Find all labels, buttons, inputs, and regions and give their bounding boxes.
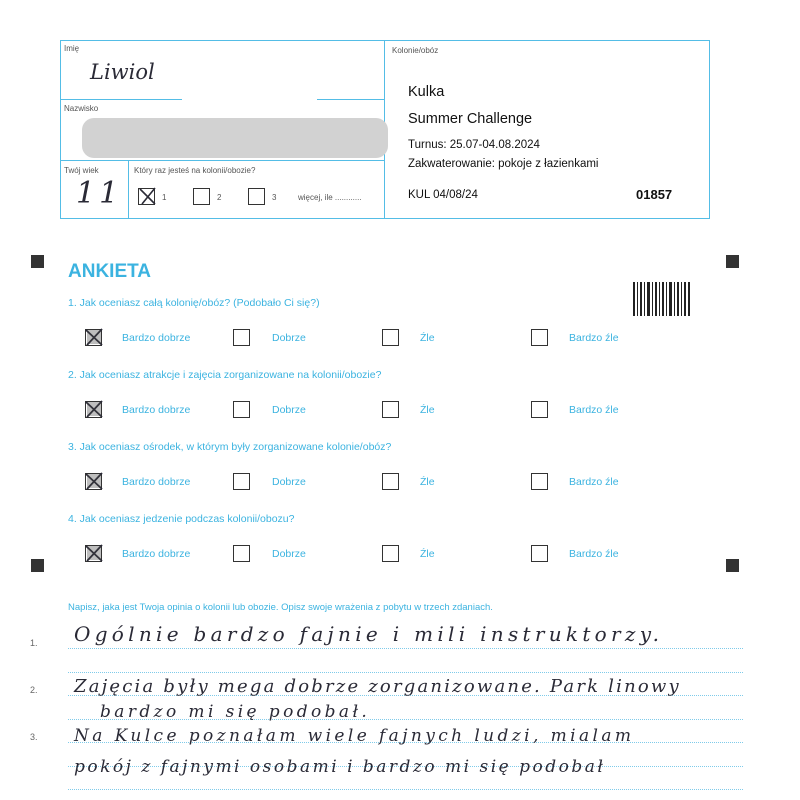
- wiecej-label: więcej, ile ............: [298, 193, 362, 202]
- handwriting-line-2: Zajęcia były mega dobrze zorganizowane. Park linowy: [74, 676, 681, 697]
- imie-underline-right: [317, 99, 385, 100]
- q4-checkbox-bardzo-zle[interactable]: [531, 545, 548, 562]
- q3-option-dobrze: Dobrze: [272, 476, 306, 488]
- opinion-prompt: Napisz, jaka jest Twoja opinia o kolonii lub obozie. Opisz swoje wrażenia z pobytu w trzech zdaniach.: [68, 602, 493, 613]
- wiek-label: Twój wiek: [64, 166, 99, 175]
- turnus: Turnus: 25.07-04.08.2024: [408, 139, 540, 151]
- q2-option-zle: Źle: [420, 404, 435, 416]
- q2-option-bardzo-zle: Bardzo źle: [569, 404, 619, 416]
- q2-option-dobrze: Dobrze: [272, 404, 306, 416]
- imie-underline-left: [60, 99, 182, 100]
- q1-option-zle: Źle: [420, 332, 435, 344]
- ktory-raz-option-2: 2: [217, 193, 222, 202]
- line-number-3: 3.: [30, 732, 38, 742]
- line-number-2: 2.: [30, 685, 38, 695]
- q3-checkbox-dobrze[interactable]: [233, 473, 250, 490]
- ktory-raz-option-1: 1: [162, 193, 167, 202]
- q3-check-mark: [83, 470, 105, 492]
- q4-checkbox-dobrze[interactable]: [233, 545, 250, 562]
- camp-code: KUL 04/08/24: [408, 189, 478, 201]
- survey-title: ANKIETA: [68, 261, 152, 282]
- question-3: 3. Jak oceniasz ośrodek, w którym były zorganizowane kolonie/obóz?: [68, 441, 392, 453]
- camp-name: Kulka: [408, 84, 445, 100]
- q1-checkbox-bardzo-zle[interactable]: [531, 329, 548, 346]
- question-1: 1. Jak oceniasz całą kolonię/obóz? (Podobało Ci się?): [68, 297, 320, 309]
- q1-checkbox-dobrze[interactable]: [233, 329, 250, 346]
- q2-checkbox-zle[interactable]: [382, 401, 399, 418]
- q3-option-bardzo-dobrze: Bardzo dobrze: [122, 476, 191, 488]
- camp-program: Summer Challenge: [408, 111, 533, 127]
- q4-option-bardzo-zle: Bardzo źle: [569, 548, 619, 560]
- question-2: 2. Jak oceniasz atrakcje i zajęcia zorganizowane na kolonii/obozie?: [68, 369, 382, 381]
- q4-option-dobrze: Dobrze: [272, 548, 306, 560]
- nazwisko-label: Nazwisko: [64, 104, 99, 113]
- ktory-raz-checkbox-2[interactable]: [193, 188, 210, 205]
- ktory-raz-check-mark: [138, 186, 158, 206]
- redacted-surname: [82, 118, 388, 158]
- header-row-divider: [60, 160, 385, 161]
- registration-marker: [726, 559, 739, 572]
- q3-option-bardzo-zle: Bardzo źle: [569, 476, 619, 488]
- q3-checkbox-bardzo-zle[interactable]: [531, 473, 548, 490]
- q3-checkbox-zle[interactable]: [382, 473, 399, 490]
- ktory-raz-checkbox-3[interactable]: [248, 188, 265, 205]
- q2-check-mark: [83, 398, 105, 420]
- q2-checkbox-bardzo-zle[interactable]: [531, 401, 548, 418]
- registration-marker: [31, 559, 44, 572]
- writing-line: [68, 789, 743, 790]
- handwriting-line-5: pokój z fajnymi osobami i bardzo mi się podobał: [74, 757, 606, 777]
- handwriting-line-4: Na Kulce poznałam wiele fajnych ludzi, mialam: [74, 726, 635, 746]
- registration-marker: [31, 255, 44, 268]
- q3-option-zle: Źle: [420, 476, 435, 488]
- q1-checkbox-zle[interactable]: [382, 329, 399, 346]
- kolonie-label: Kolonie/obóz: [392, 46, 439, 55]
- q4-option-bardzo-dobrze: Bardzo dobrze: [122, 548, 191, 560]
- q2-checkbox-dobrze[interactable]: [233, 401, 250, 418]
- handwriting-line-3: bardzo mi się podobał.: [100, 702, 371, 722]
- barcode: [633, 282, 691, 316]
- ktory-raz-option-3: 3: [272, 193, 277, 202]
- zakwaterowanie: Zakwaterowanie: pokoje z łazienkami: [408, 158, 599, 170]
- writing-line: [68, 648, 743, 649]
- q4-option-zle: Źle: [420, 548, 435, 560]
- handwriting-line-1: Ogólnie bardzo fajnie i mili instruktorzy.: [74, 622, 664, 646]
- writing-line: [68, 672, 743, 673]
- registration-marker: [726, 255, 739, 268]
- q1-option-bardzo-dobrze: Bardzo dobrze: [122, 332, 191, 344]
- ktory-raz-label: Który raz jesteś na kolonii/obozie?: [134, 166, 256, 175]
- q1-check-mark: [83, 326, 105, 348]
- age-divider: [128, 160, 129, 219]
- q4-checkbox-zle[interactable]: [382, 545, 399, 562]
- q4-check-mark: [83, 542, 105, 564]
- q2-option-bardzo-dobrze: Bardzo dobrze: [122, 404, 191, 416]
- q1-option-bardzo-zle: Bardzo źle: [569, 332, 619, 344]
- q1-option-dobrze: Dobrze: [272, 332, 306, 344]
- imie-value: Liwiol: [90, 60, 155, 84]
- wiek-value: 11: [76, 176, 123, 211]
- line-number-1: 1.: [30, 638, 38, 648]
- imie-label: Imię: [64, 44, 80, 53]
- form-number: 01857: [636, 187, 673, 202]
- question-4: 4. Jak oceniasz jedzenie podczas kolonii/obozu?: [68, 513, 295, 525]
